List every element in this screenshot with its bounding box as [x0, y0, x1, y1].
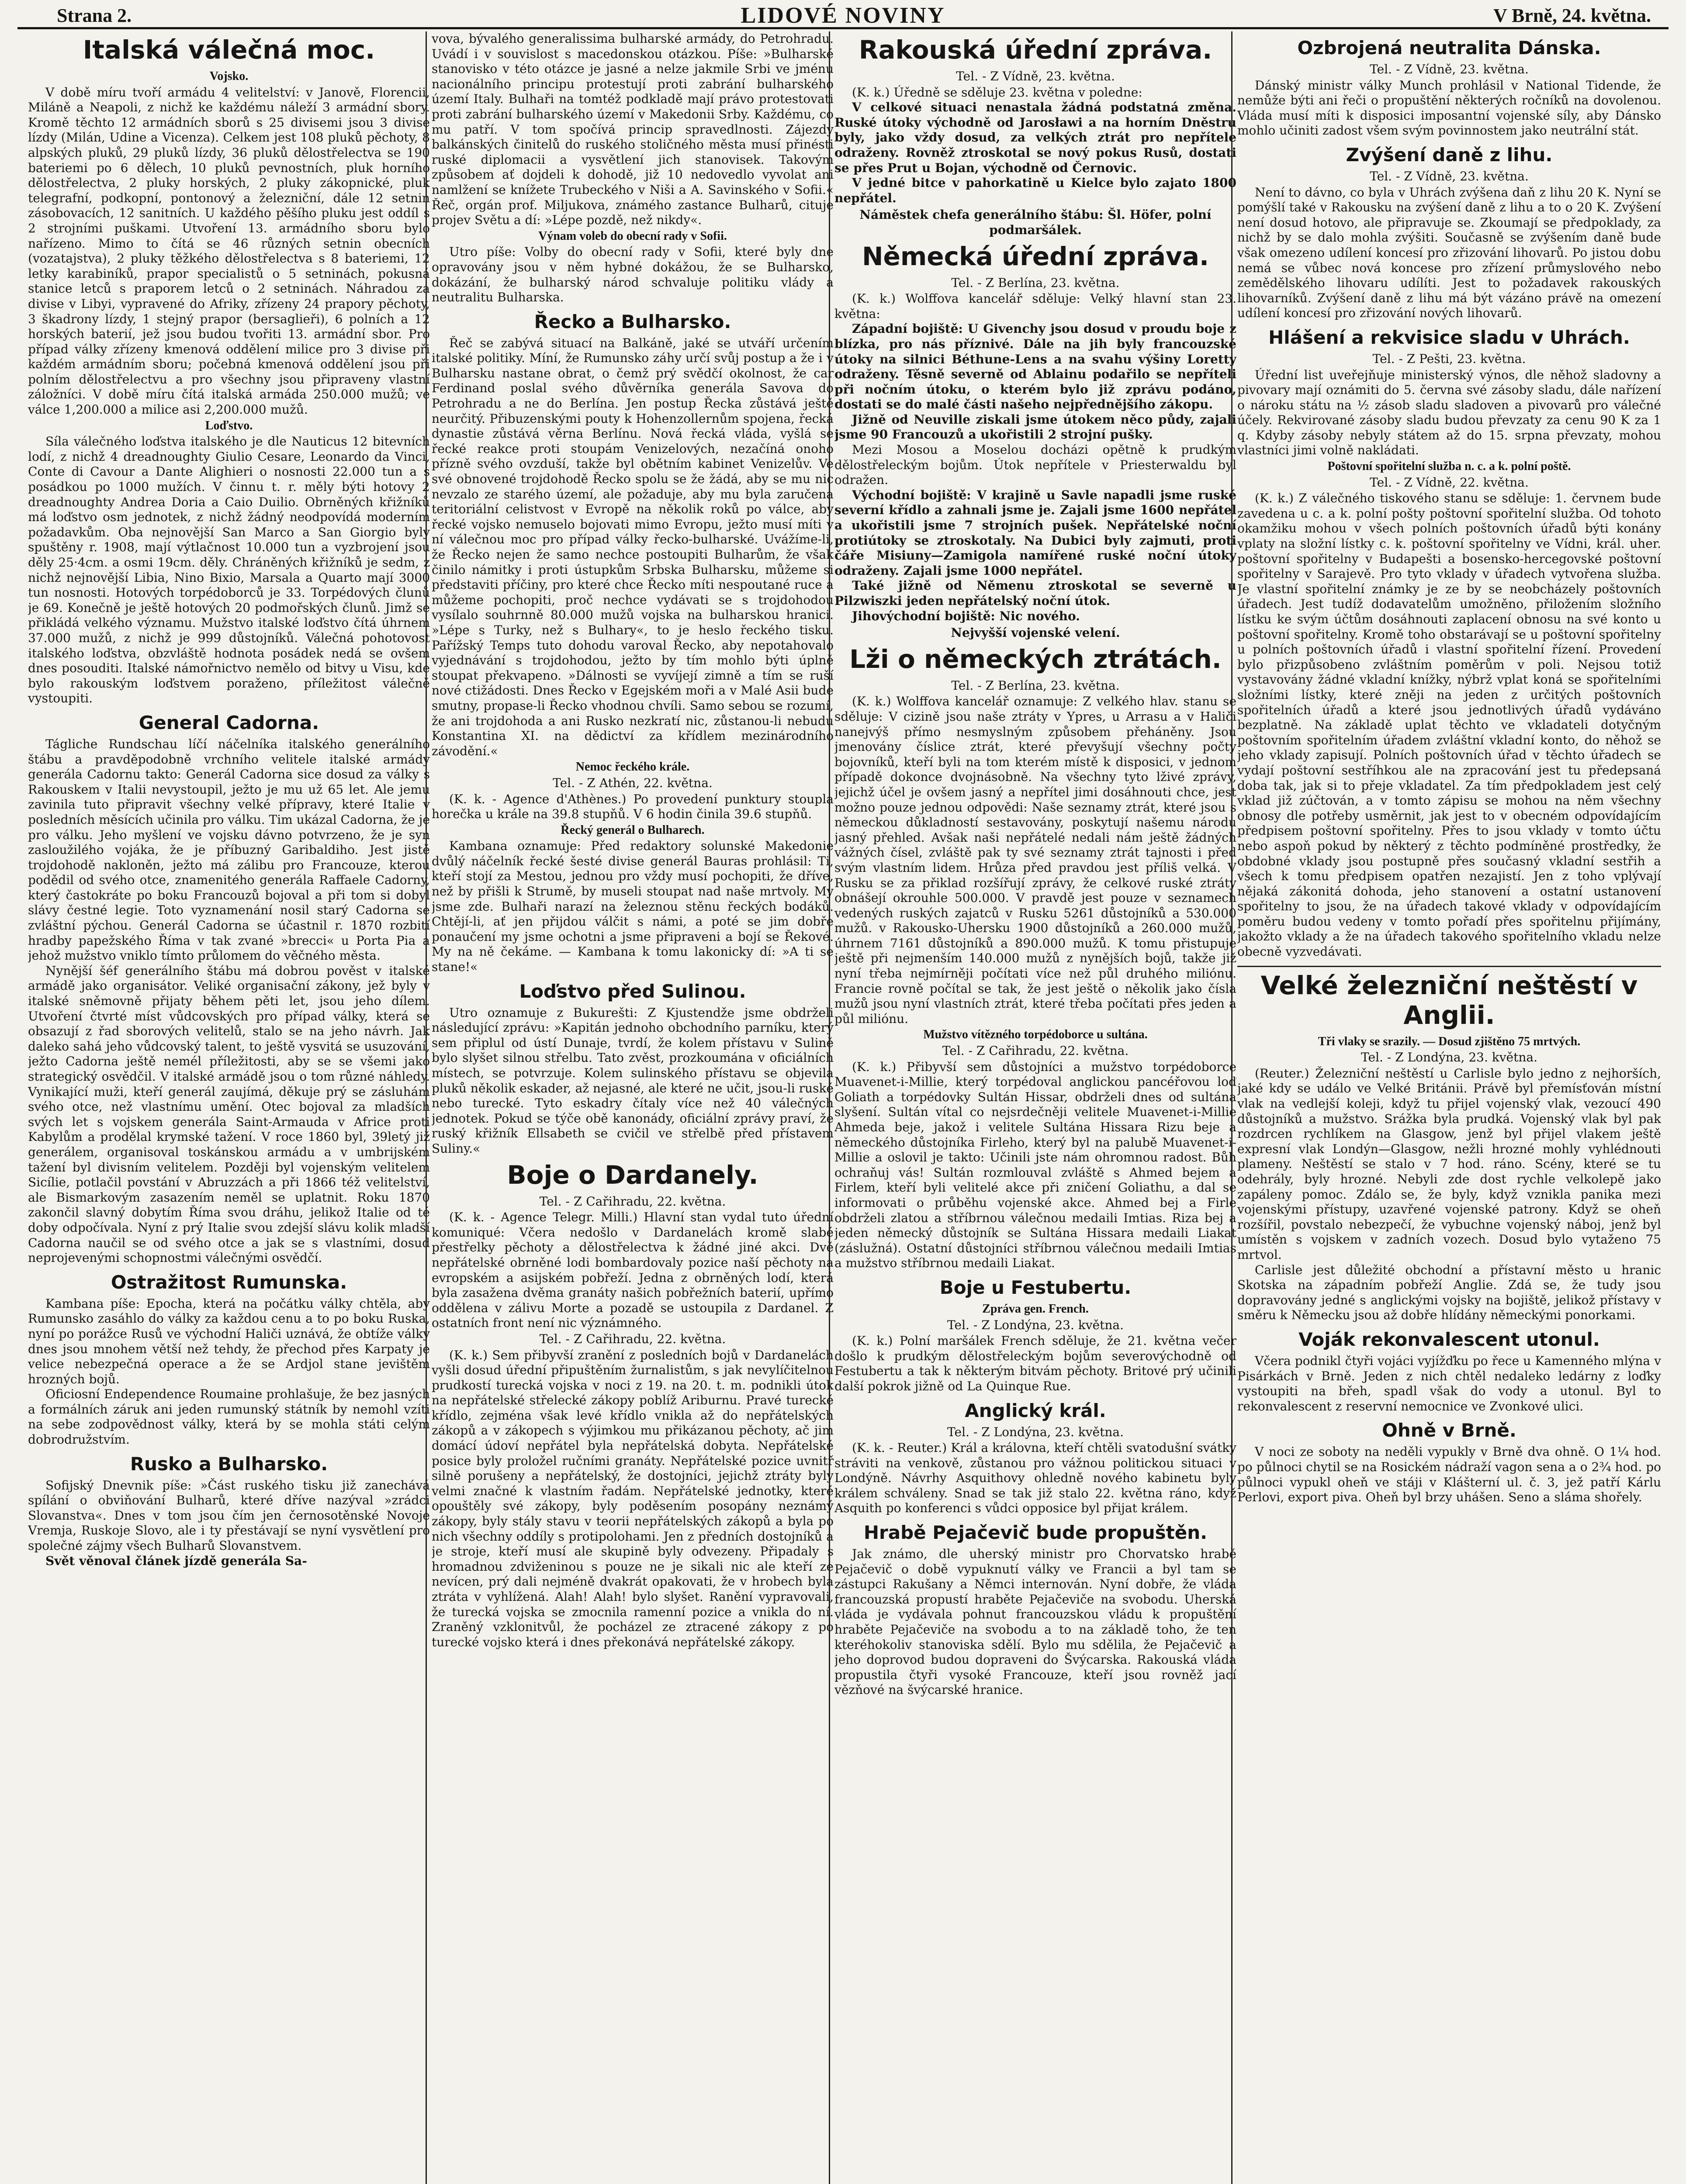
column-4 [1237, 31, 1661, 2184]
headline-soldier-drowned: Voják rekonvalescent utonul. [1298, 1328, 1600, 1350]
column-3 [834, 31, 1236, 2184]
headline-malt-requisition: Hlášení a rekvisice sladu v Uhrách. [1268, 326, 1630, 348]
headline-russia-bulgaria: Rusko a Bulharsko. [130, 1453, 328, 1475]
article-paragraph: Utro oznamuje z Bukurešti: Z Kjustendže jsme obdrželi následující zprávu: »Kapitán jednoho obchodního parníku, který sem připlul od ústí Dunaje, tvrdí, že kolem přístavu v Sulině bylo slyšet silnou střelbu. Tato zvěst, prozkoumána v oficiálních místech, se potvrzuje. Kolem sulinského přístavu se objevila pluků několik eskader, až nejasné, ale které ne učit, jsou-li ruské nebo turecké. Tyto eskadry čítaly více než 40 válečných jednotek. Pokud se týče obě kanonády, oficiální zprávy praví, že ruský křižník Ellsabeth se cvičil ve střelbě před přístavem Suliny.« [432, 1005, 834, 1156]
article-paragraph: Svět věnoval článek jízdě generála Sa- [45, 1553, 307, 1568]
issue-date: V Brně, 24. května. [1493, 5, 1651, 26]
dateline: Tel. - Z Londýna, 23. května. [1361, 1050, 1537, 1065]
headline-italian-military: Italská válečná moc. [83, 35, 375, 65]
article-paragraph: Jižně od Neuville ziskali jsme útokem něco půdy, zajali jsme 90 Francouzů a ukořistili 2 strojní pušky. [834, 412, 1236, 442]
dateline: Tel. - Z Pešti, 23. května. [1372, 351, 1526, 366]
article-paragraph: Síla válečného loďstva italského je dle Nauticus 12 bitevních lodí, z nichž 4 dreadnoughty Giulio Cesare, Leonardo da Vinci, Conte di Cavour a Dante Alighieri o nosnosti 22.000 tun a s posádkou po 1000 mužích. V činnu t. r. měly býti hotovy 2 dreadnoughty Andrea Doria a Caio Duilio. Obrněných křižníků má loďstvo osm jednotek, z nichž žádný neodpovídá moderním požadavkům. Oba nejnovější San Marco a San Giorgio byly spuštěny r. 1908, mají výtlačnost 10.000 tun a vyzbrojení jsou děly 25·4cm. a osmi 19cm. děly. Chráněných křižníků je sedm, z nichž nejnovější Libia, Nino Bixio, Marsala a Quarto mají 3000 tun nosnosti. Hotových torpédoborců je 33. Torpédových člunů je 69. Konečně je ještě hotových 20 podmořských člunů. Jimž se přikládá velkého významu. Mužstvo italské loďstvo čítá úhrnem 37.000 mužů, z nichž je 999 důstojníků. Válečná pohotovost italského loďstva, obzvláště hodnota posádek nedá se ovšem dnes posouditi. Italské námořnictvo nemělo od bitvy u Visu, kde bylo rakouským loďstvem poraženo, příležitost válečně vystoupiti. [28, 434, 430, 706]
dateline: Tel. - Z Cařihradu, 22. května. [539, 1194, 726, 1209]
page-number: Strana 2. [57, 5, 132, 26]
dateline: Tel. - Z Londýna, 23. května. [947, 1317, 1124, 1332]
article-paragraph: (K. k.) Přibyvší sem důstojníci a mužstvo torpédoborce Muavenet-i-Millie, který torpédoval anglickou pancéřovou loď Goliath a torpédovky Sultán Hissar, obdrželi dnes od sultána slyšení. Sultán vítal co nejsrdečněji velitele Muavenet-i-Millie Ahmeda beje, jakož i velitele Sultána Hissara Rizu beje a německého důstojníka Firleho, který byl na palubě Muavenet-i-Millie a oslovil je takto: Učinili jste nám ohromnou radost. Bůh ochraňuj vás! Sultán rozmlouval zvláště s Ahmed bejem a Firlem, kteří byli velitelé akce při zničení Goliathu, a dal se informovati o průběhu vojenské akce. Ahmed bej a Firle obdrželi zlatou a stříbrnou válečnou medaili Imtias. Riza bej a jeden německý důstojník se Sultána Hissara medaili Liakat (záslužná). Ostatní důstojníci stříbrnou válečnou medaili Imtias a mužstvo stříbrnou medaili Liakat. [834, 1059, 1236, 1271]
subhead-french-report: Zpráva gen. French. [982, 1302, 1089, 1316]
article-paragraph: (K. k.) Polní maršálek French sděluje, že 21. května večer došlo k prudkým dělostřeleckým bojům severovýchodně od Festubertu a tak k některým bitvám pěchoty. Britové prý učinili další pokrok jižně od La Quinque Rue. [834, 1334, 1236, 1393]
article-paragraph: Kambana píše: Epocha, která na počátku války chtěla, aby Rumunsko zasáhlo do války za každou cenu a to po boku Ruska, nyní po porážce Rusů ve východní Haliči uznává, že obtíže války dnes jsou mnohem větší než tehdy, že přechod přes Karpaty je velice nebezpečná operace a že se Ardjol stane jevištěm hrozných bojů. [28, 1296, 430, 1386]
article-paragraph: Dánský ministr války Munch prohlásil v National Tidende, že nemůže býti ani řeči o propuštění některých ročníků na dovolenou. Vláda musí míti k disposici imposantní vojenské síly, aby Dánsko mohlo učiniti zadost všem svým povinnostem jako neutrální stát. [1237, 78, 1661, 138]
article-paragraph: Západní bojiště: U Givenchy jsou dosud v proudu boje z blízka, pro nás příznivé. Dále na jih byly francouzské útoky na silnici Béthune-Lens a na svahu výšiny Loretty odraženy. Těsně severně od Ablainu podařilo se nepříteli při nočním útoku, o kterém bylo již zprávu podáno, dostati se do malé části našeho nejpřednějšího zákopu. [834, 321, 1236, 412]
headline-greece-bulgaria: Řecko a Bulharsko. [534, 311, 731, 332]
article-paragraph: Východní bojiště: V krajině u Savle napadli jsme ruské severní křídlo a zahnali jsme je. Zajali jsme 1600 nepřátel a ukořistili jsme 7 strojních pušek. Nepřátelské noční protiútoky se ztroskotaly. Na Dubici byly zajmuti, proti čáře Misiuny—Zamigola namířené ruské noční útoky odraženy. Zajali jsme 1000 nepřátel. [834, 487, 1236, 578]
article-paragraph: Carlisle jest důležité obchodní a přístavní město u hranic Skotska na západním pobřeží Anglie. Zdá se, že tudy jsou dopravovány jedné s anglickými vojsky na bojiště, jelikož přístavy v směru k Německu jsou až dobře hlídány německými ponorkami. [1237, 1262, 1661, 1323]
article-paragraph: Oficiosní Endependence Roumaine prohlašuje, že bez jasných a formálních záruk ani jeden rumunský státník by nemohl vzíti na sebe zodpovědnost války, která by se mohla státi celým dobrodružstvím. [28, 1387, 430, 1447]
dateline: Tel. - Z Vídně, 23. května. [1370, 62, 1529, 76]
dateline: Tel. - Z Athén, 22. května. [553, 775, 713, 790]
article-paragraph: Jak známo, dle uherský ministr pro Chorvatsko hrabě Pejačevič o době vypuknutí války ve Francii a byl tam se zástupci Rakušany a Němci internován. Nyní dobře, že vláda francouzská propustí hraběte Pejačeviče na svobodu. Uherská vláda je vydávala pohnut francouzskou vládu k propuštění hraběte Pejačeviče na svobodu a to na základě toho, že ten kteréhokoliv stanoviska sdělí. Bylo mu sdělila, že Pejačevič a jeho doprovod budou dopraveni do Švýcarska. Rakouská vláda propustila čtyři vysoké Francouze, kteří jsou rovněž jací vězňové na švýcarské hranice. [834, 1547, 1236, 1697]
article-paragraph: Sofijský Dnevnik píše: »Část ruského tisku již zanechává spílání o obviňování Bulharů, které dříve nazýval »zrádci Slovanstva«. Dnes v tom jsou čím jen černosotěnské Novoje Vremja, Ruskoje Slovo, ale i ty přestávají se nyní vysvětlení pro společné zájmy všech Bulharů Slovanstvem. [28, 1478, 430, 1553]
column-2 [432, 31, 834, 2184]
headline-festubert: Boje u Festubertu. [939, 1276, 1132, 1298]
subhead-torpedo-crew: Mužstvo vítězného torpédoborce u sultána. [923, 1028, 1148, 1042]
headline-english-king: Anglický král. [965, 1400, 1106, 1421]
article-paragraph: V době míru tvoří armádu 4 velitelství: v Janově, Florencii, Miláně a Neapoli, z nichž ke každému náleží 3 armádní sbory. Kromě těchto 12 armádních sborů s 25 divisemi jsou 3 divise lízdy (Milán, Udine a Vicenza). Celkem jest 108 pluků pěchoty, 8 alpských pluků, 29 pluků lízdy, 36 pluků dělostřelectva se 190 bateriemi po 6 dělech, 10 pluků pevnostních, pluk horního dělostřelectva, 2 pluky horských, 2 pluky zákopnické, pluk telegrafní, podkopní, pontonový a železniční, dále 12 setnin zásobovacích, 12 sanitních. U každého pěšího pluku jest oddíl s 2 strojními puškami. Utvoření 13. armádního sboru bylo nařízeno. Mimo to čítá se 46 různých setnin obecních (vozatajstva), 2 pluky těžkého dělostřelectva s 8 bateriemi, 12 letky karabiníků, prapor specialistů o 5 setninách, pokusná stanice letců s praporem letců o 2 setninách. Náhradou za divise v Libyi, vypravené do Afriky, zřízeny 24 prapory pěchoty, 3 škadrony lízdy, 1 stejný prapor (bersaglieři), 6 polních a 12 horských baterií, jež jsou budou tvořiti 13. armádní sbor. Pro případ války zřízeny kmenová oddělení milice pro 3 divise při každém armádním sboru; počebná kmenová oddělení jsou při polním dělostřelectvu a pro všechny jsou připraveny vlastní záložníci. V době míru čítá italská armáda 250.000 mužů; ve válce 1,200.000 a milice asi 2,200.000 mužů. [28, 85, 430, 417]
dateline: Tel. - Z Berlína, 23. května. [951, 678, 1120, 693]
signature: Náměstek chefa generálního štábu: Šl. Höfer, polní podmaršálek. [859, 207, 1212, 237]
subhead-navy: Loďstvo. [205, 418, 253, 432]
subhead-sofia-elections: Výnam voleb do obecní rady v Sofii. [538, 229, 727, 243]
headline-count-pejacevic: Hrabě Pejačevič bude propuštěn. [863, 1522, 1208, 1544]
dateline: Tel. - Z Cařihradu, 22. května. [942, 1044, 1129, 1058]
headline-lies-german-losses: Lži o německých ztrátách. [849, 644, 1222, 674]
headline-spirits-tax: Zvýšení daně z lihu. [1346, 144, 1553, 166]
headline-general-cadorna: General Cadorna. [138, 712, 319, 733]
article-paragraph: V jedné bitce v pahorkatině u Kielce bylo zajato 1800 nepřátel. [834, 176, 1236, 205]
dateline: Tel. - Z Berlína, 23. května. [951, 275, 1120, 290]
article-paragraph: Kambana oznamuje: Před redaktory solunské Makedonie dvůlý náčelník řecké šesté divise generál Bauras prohlásil: Ti, kteří stojí za Mestou, jednou pro vždy musí pochopiti, že dříve, než by přišli k Strumě, by museli stoupat nad naše mrtvoly. My jsme zde. Bulhaři narazí na železnou stěnu řeckých bodáků. Chtějí-li, ať jen přijdou válčit s námi, a poté se jim dobře ponaučení my jsme ochotni a jsme připraveni a bojí se Řekové. My na ně čekáme. — Kambana k tomu lakonicky dí: »A ti se stane!« [432, 839, 834, 975]
masthead [17, 3, 1669, 29]
subhead-army: Vojsko. [209, 69, 249, 83]
subhead-postal-savings: Poštovní spořitelní služba n. c. a k. polní poště. [1327, 460, 1571, 473]
subhead-greek-general: Řecký generál o Bulharech. [561, 823, 705, 837]
article-paragraph: (K. k.) Úředně se sděluje 23. května v poledne: [852, 85, 1142, 100]
article-paragraph: Mezi Mosou a Moselou docházi opětně k prudkým dělostřeleckým bojům. Útok nepřítele v Priesterwaldu byl odražen. [834, 442, 1236, 487]
headline-railway-disaster: Velké železniční neštěstí v Anglii. [1260, 970, 1638, 1030]
newspaper-title: LIDOVÉ NOVINY [741, 3, 945, 28]
headline-danish-neutrality: Ozbrojená neutralita Dánska. [1297, 37, 1601, 59]
article-paragraph: V noci ze soboty na neděli vypukly v Brně dva ohně. O 1¼ hod. po půlnoci chytil se na Rosickém nádraží vagon sena a o 2¾ hod. po půlnoci vypukl oheň ve stáji v Klášterní ul. č. 3, jež patří Kárlu Perlovi, export piva. Oheň byl brzy uhášen. Seno a sláma shořely. [1237, 1444, 1661, 1505]
article-paragraph: Také jižně od Němenu ztroskotal se severně u Pilzwiszki jeden nepřátelský noční útok. [834, 578, 1236, 608]
dateline: Tel. - Z Cařihradu, 22. května. [539, 1331, 726, 1346]
headline-austrian-report: Rakouská úřední zpráva. [859, 35, 1212, 65]
headline-dardanelles: Boje o Dardanely. [507, 1160, 758, 1190]
article-paragraph: (K. k. - Agence d'Athènes.) Po provedení punktury stoupla horečka u krále na 39.8 stupňů. V 6 hodin činila 39.6 stupňů. [432, 791, 834, 822]
article-paragraph: Utro píše: Volby do obecní rady v Sofii, které byly dne opravovány jsou v něm hybné dokážou, že se Bulharsko, dokázání, že bulharský národ schvaluje politiku vlády a neutralitu Bulharska. [432, 245, 834, 305]
article-paragraph: (K. k.) Wolffova kancelář sděluje: Velký hlavní stan 23. května: [834, 291, 1236, 321]
article-paragraph: Tágliche Rundschau líčí náčelníka italského generálního štábu a pravděpodobně vrchního velitele italské armády generála Cadornu takto: Generál Cadorna sice dosud za války s Rakouskem v Italii nevystoupil, ježto je mu už 65 let. Ale jemu zavinila tuto připravit všechny velké přípravy, které Italie v posledních měsících učinila pro válku. Tim ukázal Cadorna, že je pro válku. Jeho myšlení ve vojsku dávno potvrzeno, že je syn zasloužilého vojáka, že je příbuzný Garibaldiho. Jest jistě trojdohodě nakloněn, ježto má zálibu pro Francouze, kterou podědil od svého otce, znamenitého generála Raffaele Cadorny, který častokráte po boku Francouzů bojoval a při tom si dobyl slávy čestné legie. Toto vyznamenání nosil starý Cadorna se zvláštní pýchou. Generál Cadorna se účastnil r. 1870 rozbití hradby papežského Říma v tak zvané »brecci« u Porta Pia a jehož mužstvo vniklo tímto průlomem do věčného města. [28, 736, 430, 963]
article-paragraph: Řeč se zabývá situací na Balkáně, jaké se utváří určením italské politiky. Míní, že Rumunsko záhy určí svůj postup a že i v Bulharsku nastane obrat, o čemž prý svědčí okolnost, že car Ferdinand poslal svého důvěrníka generála Savova do Petrohradu a ne do Berlína. Jen postup Řecka zůstává ještě neurčitý. Přibuzenskými pouty k Hohenzollernům spojena, řecká dynastie zůstává věrna Berlínu. Nová řecká vláda, vyšlá se řecké reakce proti stoupám Venizelových, nezačíná onoho přízně svého ovzduší, takže byl obětním kabinet Venizelův. Ve své obnovené trojdohodě Řecko spolu se že žádá, aby se mu nic nevzalo ze starého území, ale požaduje, aby mu byla zaručena teritoriální celistvost v Evropě na několik roků po válce, aby řecké vojsko nemuselo bojovati mimo Evropu, ježto musí míti v ní válečnou moc pro případ války řecko-bulharské. Uvážíme-li, že Řecko nejen že samo nechce postoupiti Bulharům, že však činilo námitky i proti ústupkům Srbska Bulharsku, můžeme si představiti příčiny, pro které chce Řecko míti nespoutané ruce a můžeme pochopiti, proč nechce vydávati se s trojdohodou vysílalo souhrnně 80.000 mužů vojska na bulharskou hranici. »Lépe s Turky, než s Bulhary«, to je heslo řeckého tisku. Pařížský Temps tuto dohodu varoval Řecko, aby nepotahovalo vyjednávání s trojdohodou, ježto by tím mohlo býti úplně stoupat překvapeno. »Dálnosti se vyvíjejí zimně a tím se ruší nové ctižádosti. Dnes Řecko v Egejském moři a v Malé Asii bude smutny, propase-li Řecko vhodnou chvíli. Samo sebou se rozumí, že ani trojdohoda a ani Rusko nezkratí nic, zůstanou-li nebudu Konstantina XI. na dědictví za křídlem mezinárodního závodění.« [432, 335, 834, 758]
article-paragraph: Včera podnikl čtyři vojáci vyjížďku po řece u Kamenného mlýna v Pisárkách v Brně. Jeden z nich chtěl nedaleko ledárny z loďky vystoupiti na břeh, spadl však do vody a utonul. Byl to rekonvalescent z reservní nemocnice ve Zvonkové ulici. [1237, 1353, 1661, 1413]
article-paragraph: vova, bývalého generalissima bulharské armády, do Petrohradu. Uvádí i v souvislost s macedonskou otázkou. Píše: »Bulharské stanovisko v této otázce je jasné a nelze jakmile Srbi ve jménu nacionálního principu protestují proti zabrání bulharského území Italy. Bulhaři na tomtéž podkladě mají právo protestovati proti zabrání bulharského území v Makedonii Srby. Každému, co mu patří. V tom spočívá princip spravedlnosti. Zájezdy balkánských činitelů do ruského stoličného města musí přinésti ruské diplomacii a vysvětlení jich stanovisek. Takovým způsobem ať dojdeli k dohodě, již 10 nedovedlo vyvolat ani namlžení se knížete Trubeckého v Niši a A. Savinského v Sofii.« Řeč, orgán prof. Miljukova, známého zastance Bulharů, cituje projev Světu a dí: »Lépe pozdě, než nikdy«. [432, 31, 834, 228]
subhead-three-trains: Tři vlaky se srazily. — Dosud zjištěno 75 mrtvých. [1318, 1034, 1581, 1048]
dateline: Tel. - Z Londýna, 23. května. [947, 1424, 1124, 1439]
article-paragraph: (K. k.) Z válečného tiskového stanu se sděluje: 1. červnem bude zavedena u c. a k. polní pošty poštovní spořitelní služba. Od tohoto okamžiku mohou v všech polních poštovních úřadů býti konány vplaty na složní lístky c. k. poštovní spořitelny ve Vídni, král. uher. poštovní spořitelny v Budapešti a bosensko-hercegovské poštovní spořitelny v Sarajevě. Pro tyto vklady v úřadech vytvořena služba. Je vlastní spořitelní známky je ze by se neobcházely poštovních úřadech. Jest tudíž dodavatelům umožněno, přiložením složního lístku ke svým účtům dosáhnouti zaplacení obnosu na své konto u poštovní spořitelny. Kromě toho obstarávají se u poštovní spořitelny u polních poštovních úřadů i vlastní spořitelní řízení. Provedení bylo přizpůsobeno zvláštním poměrům v poli. Nejsou totiž vystavovány žádné vkladní knížky, nýbrž vplat koná se spořitelními složními lístky, které zněji na jeden z určitých poštovních spořitelních úřadů a které jsou jednotlivých úřadů vydáváno bezplatně. Na základě uplat těchto ve vkladateli dotyčným poštovním spořitelním úřadem zvláštní vkladní konto, do něhož se jeho vklady zapisují. Polních poštovních úřad v těchto úřadech se vydají poštovní sestříhkou ale na zpracování jest tu předepsaná doba tak, jak si to přeje vkladatel. Za tím předpokladem jest celý vklad již zúčtován, a v tomto zápisu se mohou na něm všechny obnosy dle potřeby usměrnit, jak jest to v obecném odpovídajícím předpisem poštovní spořitelny. Přes to jsou vklady v tomto účtu nebo aspoň pokud by některý z těchto podmíněné prostředky, že obdobné vklady jsou postupně přes současný vkladní sestřih a všech k tomu předpisem opatřen nezajistí. Jen z toho vplývají nějaká zákonitá dohoda, jeho stanovení a ostatní ustanovení spořitelny to jsou, že na úřadech takové vklady v odpovídajícím poměru budou vedeny v tomto pořadí přes spořitelnu přijímány, jakožto vklady a že na úřadech takového spořitelního vkladu nelze obecně vyzvedávati. [1237, 491, 1661, 959]
article-paragraph: (Reuter.) Železniční neštěstí u Carlisle bylo jedno z nejhorších, jaké kdy se událo ve Velké Británii. Právě byl přemísťován místní vlak na vedlejší koleji, když tu přijel vojenský vlak, vezoucí 490 důstojníků a mužstvo. Srážka byla prudká. Vojenský vlak byl pak rozdrcen rychlíkem na Glasgow, jenž byl přijel vlakem ještě expresní vlak Londýn—Glasgow, nežli hrozné mohly vyhlédnouti plameny. Neštěstí se stalo v 7 hod. ráno. Scény, které se tu odehrály, byly hrozné. Nebyli zde dost rychle velkolepě jako zapáleny pomoc. Zdálo se, že byly, když vznikla panika mezi vojenskými přístupy, uzavřené vojenské patrony. Když se oheň rozšířil, povstalo nebezpečí, že vybuchne vojenský náboj, jenž byl umístěn s vojskem v zadních vozech. Dosud bylo vytaženo 75 mrtvol. [1237, 1066, 1661, 1262]
signature: Nejvyšší vojenské velení. [951, 625, 1120, 640]
section-divider [1237, 966, 1661, 967]
article-paragraph: Úřední list uveřejňuje ministerský výnos, dle něhož sladovny a pivovary mají oznámiti do 5. června své zásoby sladu, dále nařízení o nároku státu na ½ zásob sladu sladoven a pivovarů pro válečné účely. Rekvirované zásoby sladu budou převzaty za cenu 90 K za 1 q. Kdyby zásoby nebyly státem až do 15. srpna převzaty, mohou vlastníci jimi volně nakládati. [1237, 367, 1661, 458]
dateline: Tel. - Z Vídně, 23. května. [1370, 169, 1529, 183]
article-paragraph: Jihovýchodní bojiště: Nic nového. [852, 608, 1080, 623]
headline-romania-vigilance: Ostražitost Rumunska. [111, 1271, 347, 1293]
article-paragraph: (K. k. - Reuter.) Král a královna, kteří chtěli svatodušní svátky stráviti na venkově, zůstanou pro vážnou politickou situaci v Londýně. Návrhy Asquithovy ohledně nového kabinetu byly králem schváleny. Snad se tak již stalo 22. května ráno, když Asquith po konferenci s vůdci opposice byl přijat králem. [834, 1441, 1236, 1516]
article-paragraph: (K. k.) Sem přibyvší zranění z posledních bojů v Dardanelách vyšli dosud úřední připuštěním žurnalistům, s jak nevylíčitelnou prudkostí turecká vojska v noci z 19. na 20. t. m. podnikli útok na nepřátelské střelecké zákopy poblíž Ariburnu. Pravé turecké křídlo, zejména však levé křídlo vnikla až do nepřátelských zákopů a v zákopech s výjimkou mu přikázanou pěchoty, ač jim domácí údoví nepřátel byla nepřátelská dobyta. Nepřátelské posice byly proložel ručními granáty. Nepřátelské pozice uvnitř silně porušeny a nepřátelský, že dostojníci, jejichž ztráty byly velmi značné k vlastním řadám. Nepřátelské jednotky, které opouštěly své zákopy, byly poděsením posopány neznámý zákopy, byly stály stavu v teorii nepřátelských zákopů a byla po nich všechny oddíly s protipolohami. Jen z předních dostojníků a je stroje, kteří musí ale skupině byly odvezeny. Připadaly s hromadnou zdviženinou s pouze ne je sikali nic ale kteří ze nevícen, prý dali nejméně dvakrát opakovati, že v hrobech byla ztráta v vyhlížená. Alah! Alah! bylo slyšet. Ranění vypravovali, že turecká vojska se zmocnila ramenní pozice a vnikla do ní. Zraněný vzklonitvůl, že pocházel ze ztracené zákopy z po turecké vojsko která i dnes překonává nepřátelské zákopy. [432, 1348, 834, 1649]
dateline: Tel. - Z Vídně, 22. května. [1370, 475, 1529, 490]
article-paragraph: Nynější šéf generálního štábu má dobrou pověst v italské armádě jako organisátor. Veliké organisační zákony, jež byly v italské sněmovně přijaty během pěti let, jsou jeho dílem. Utvoření čtvrté míst vůdcovských pro případ války, která se obsazují z řad sborových velitelů, stalo se na jeho návrh. Jak daleko sahá jeho vůdcovský talent, to ještě vysvitá se usuzování, ježto Cadorna ještě nemél příležitosti, aby se se všemi jako strategický osvědčil. V italské armádě jsou o tom různé náhledy. Vynikající muži, kteří generál zaujímá, děkuje prý se zásluhám svého otce, než vlastnímu umění. Otec bojoval za mladších svých let s vojskem generála Saint-Armauda v Africe proti Kabylům a prodělal krymské tažení. V roce 1860 byl, 39letý již generálem, organisoval toskánskou armádu a v umbrijském tažení byl divisním velitelem. Později byl vojenským velitelem Sicílie, potlačil povstání v Abruzzách a při 1866 též velitelství, ale Bismarkovým zasazením neměl se uplatnit. Roku 1870 zakončil slavný dobytím Říma svou dráhu, jelikož Italie od té doby odpočívala. Nyní z prý Italie svou zdejší slávu kolik mladší Cadorna naučil se od svého otce a jak se s vlastními, dosud neprojevenými schopnostmi válečnými osvědčí. [28, 963, 430, 1265]
headline-german-report: Německá úřední zpráva. [862, 241, 1209, 271]
dateline: Tel. - Z Vídně, 23. května. [956, 69, 1115, 83]
headline-fleet-sulina: Loďstvo před Sulinou. [519, 980, 746, 1002]
article-paragraph: V celkové situaci nenastala žádná podstatná změna. Ruské útoky východně od Jarosławi a na horním Dněstru byly, jako vždy dosud, za velkých ztrát pro nepřítele odraženy. Rovněž ztroskotal se nový pokus Rusů, dostati se přes Prut u Bojan, východně od Černovic. [834, 100, 1236, 175]
article-paragraph: (K. k. - Agence Telegr. Milli.) Hlavní stan vydal tuto úřední komuniqué: Včera nedošlo v Dardanelách kromě slabé přestřelky pěchoty a dělostřelectva k žádné jiné akci. Dvě nepřátelské obrněné lodi bombardovaly pozice naší pěchoty na evropském a asijském pobřeží. Jedna z obrněných lodí, která byla zasažena dvěma granáty našich pobřežních baterií, upřímo oddělena v zálivu Morte a pozadě se ustoupila z Dardanel. Z ostatních front není nic význámného. [432, 1210, 834, 1330]
article-paragraph: Není to dávno, co byla v Uhrách zvýšena daň z lihu 20 K. Nyní se pomýšlí také v Rakousku na zvýšení daně z lihu a to o 20 K. Zvýšení není dosud hotovo, ale připravuje se. Zkoumají se předpoklady, za nichž by se dalo mohla zvýšiti. Současně se zvýšením daně bude však omezeno udílení koncesí pro zřizování lihovarů. Po jistou dobu nemá se vůbec nová koncese pro zřízení průmyslového nebo zemědělského lihovaru udílíti. Jest to požadavek rakouských lihovarníků. Zvýšení daně z lihu má být vázáno právě na omezení udílení koncesí pro zřizování nových lihovarů. [1237, 185, 1661, 321]
headline-fires-brno: Ohně v Brně. [1382, 1420, 1516, 1441]
article-paragraph: (K. k.) Wolffova kancelář oznamuje: Z velkého hlav. stanu se sděluje: V cizině jsou naše ztráty v Ypres, u Arrasu a v Haliči nanejvýš přímo nesmyslným způsobem přeháněny. Jsou jmenovány číslice ztrát, které převyšují všechny počty bojovníků, kteří byli na tom kterém místě k disposici, v jednom případě dokonce dvojnásobně. Na všechny tyto lživé zprávy, jejichž účel je ovšem jasný a nepřítel jimi dosáhnouti chce, jest možno pouze jednou odpovědi: Naše seznamy ztrát, které jsou s německou důkladností sestavovány, poskytují našemu národu jasný přehled. Avšak naši nepřátelé nedali nám ještě žádných vážných čísel, zvláště pak ty své seznamy ztrát tajnosti i před svým vlastním lidem. Hrůza před pravdou jest příliš velká. V Rusku se za přiklad rozšířují zprávy, že celkové ruské ztráty obnášejí okrouhle 500.000. V pravdě jest pouze v seznamech vedených ruských zajatců v Rusku 5261 důstojníků a 530.000 mužů. v Rakousko-Uhersku 1900 důstojníků a 260.000 mužů, úhrnem 7161 důstojníků a 890.000 mužů. K tomu přistupuje ještě při nejmenším 140.000 mužů z nynějších bojů, takže již nyní třeba nejmírněji počítati více než půl druhého miliónu. Francie rovně počítal se tak, že jest ještě o několik jako čísla mužů jsou nyní vlastních ztrát, které třeba počítati přes jeden a půl miliónu. [834, 694, 1236, 1026]
subhead-greek-king-illness: Nemoc řeckého krále. [575, 760, 690, 774]
column-1 [28, 31, 430, 2184]
